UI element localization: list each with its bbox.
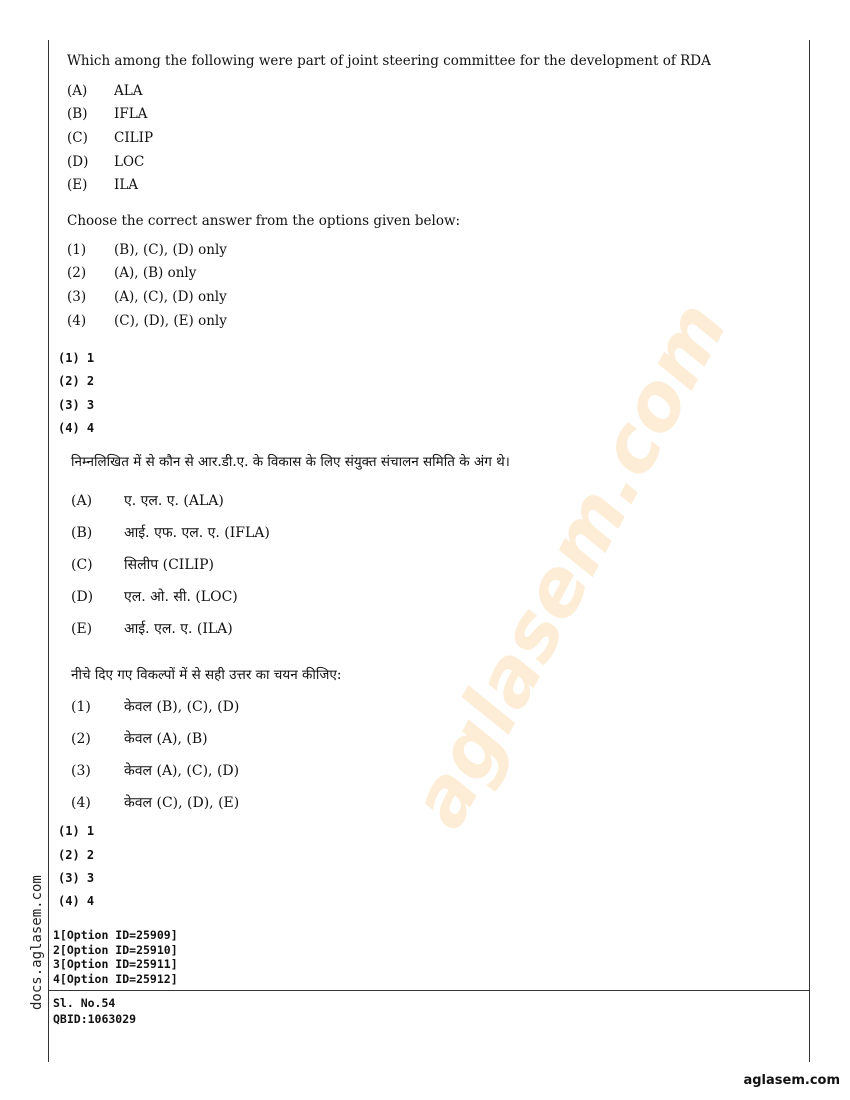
option-id-4: 4[Option ID=25912]	[53, 971, 178, 986]
item-d-en: (D) LOC	[67, 154, 145, 170]
item-e-en: (E) ILA	[67, 177, 139, 193]
item-a-hi: (A) ए. एल. ए. (ALA)	[71, 493, 224, 509]
question-text-hi: निम्नलिखित में से कौन से आर.डी.ए. के विकास के लिए संयुक्त संचालन समिति के अंग थे।	[71, 454, 510, 470]
instruction-en: Choose the correct answer from the options given below:	[67, 213, 461, 229]
question-text-en: Which among the following were part of joint steering committee for the development of RDA	[67, 53, 711, 69]
item-a-en: (A) ALA	[67, 83, 143, 99]
answer-option-1[interactable]: (1) 1	[58, 351, 95, 365]
choice-1-hi: (1) केवल (B), (C), (D)	[71, 699, 240, 715]
option-id-list	[53, 928, 178, 986]
side-url: docs.aglasem.com	[29, 875, 45, 1010]
item-b-en: (B) IFLA	[67, 106, 148, 122]
answer-option-3[interactable]: (3) 3	[58, 398, 95, 412]
instruction-hi: नीचे दिए गए विकल्पों में से सही उत्तर का चयन कीजिए:	[71, 667, 342, 683]
option-id-3: 3[Option ID=25911]	[53, 957, 178, 972]
footer-divider	[48, 990, 810, 991]
answer-option-4[interactable]: (4) 4	[58, 421, 95, 435]
choice-4-hi: (4) केवल (C), (D), (E)	[71, 795, 240, 811]
item-c-en: (C) CILIP	[67, 130, 154, 146]
answer-option-3-hi[interactable]: (3) 3	[58, 871, 95, 885]
choice-3-en: (3) (A), (C), (D) only	[67, 289, 227, 305]
choice-2-hi: (2) केवल (A), (B)	[71, 731, 208, 747]
choice-3-hi: (3) केवल (A), (C), (D)	[71, 763, 240, 779]
choice-1-en: (1) (B), (C), (D) only	[67, 242, 227, 258]
choice-4-en: (4) (C), (D), (E) only	[67, 313, 227, 329]
right-border	[809, 40, 810, 1062]
answer-option-1-hi[interactable]: (1) 1	[58, 824, 95, 838]
item-d-hi: (D) एल. ओ. सी. (LOC)	[71, 589, 238, 605]
watermark: aglasem.com	[393, 288, 746, 842]
left-border	[48, 40, 49, 1062]
qbid: QBID:1063029	[53, 1011, 137, 1026]
answer-option-4-hi[interactable]: (4) 4	[58, 894, 95, 908]
item-c-hi: (C) सिलीप (CILIP)	[71, 557, 215, 573]
option-id-1: 1[Option ID=25909]	[53, 928, 178, 942]
question-meta	[53, 996, 136, 1027]
brand-link[interactable]: aglasem.com	[743, 1073, 840, 1088]
option-id-2: 2[Option ID=25910]	[53, 942, 178, 957]
item-e-hi: (E) आई. एल. ए. (ILA)	[71, 621, 233, 637]
answer-option-2-hi[interactable]: (2) 2	[58, 848, 95, 862]
answer-option-2[interactable]: (2) 2	[58, 374, 95, 388]
serial-number: Sl. No.54	[53, 996, 116, 1010]
item-b-hi: (B) आई. एफ. एल. ए. (IFLA)	[71, 525, 270, 541]
choice-2-en: (2) (A), (B) only	[67, 265, 197, 281]
